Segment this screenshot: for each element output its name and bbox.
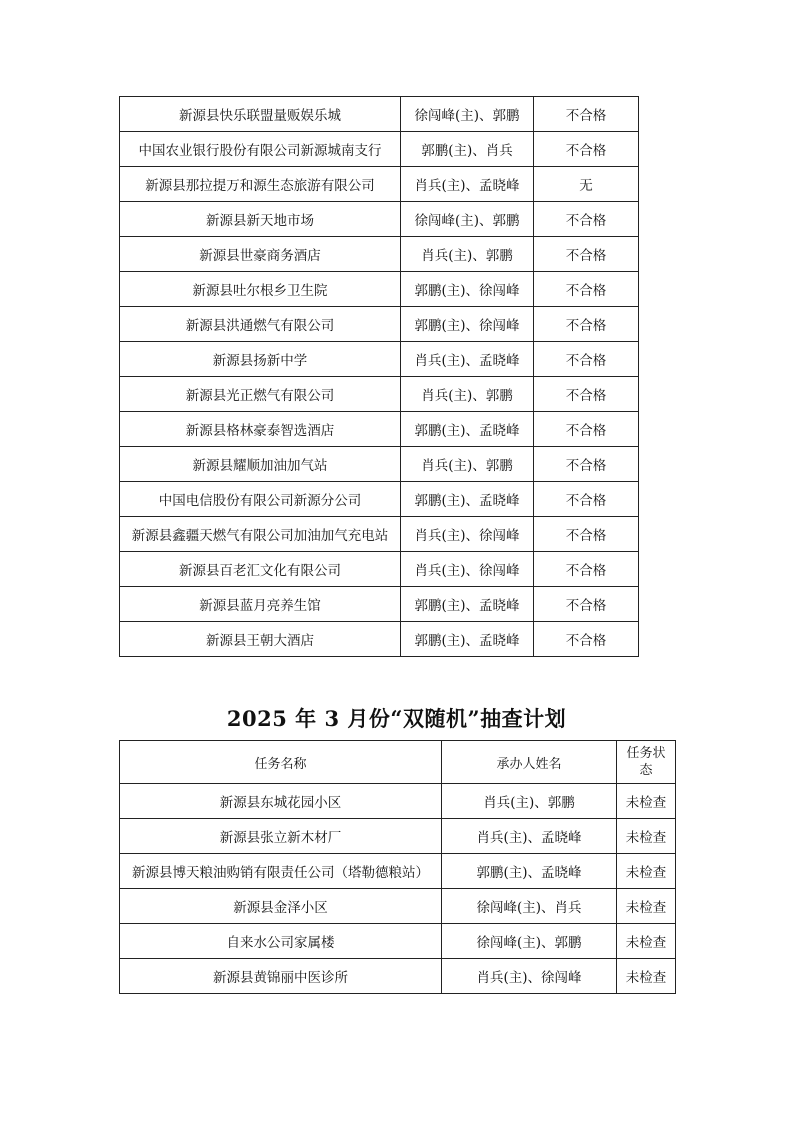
- entity-name-cell: 新源县光正燃气有限公司: [120, 377, 401, 412]
- header-task-status-line1: 任务状: [626, 746, 666, 761]
- staff-cell: 郭鹏(主)、肖兵: [401, 132, 534, 167]
- entity-name-cell: 新源县耀顺加油加气站: [120, 447, 401, 482]
- staff-cell: 郭鹏(主)、孟晓峰: [401, 587, 534, 622]
- entity-name-cell: 新源县吐尔根乡卫生院: [120, 272, 401, 307]
- task-name-cell: 新源县张立新木材厂: [120, 819, 442, 854]
- result-cell: 不合格: [534, 307, 639, 342]
- table-row: [120, 412, 639, 447]
- entity-name-cell: 新源县鑫疆天燃气有限公司加油加气充电站: [120, 517, 401, 552]
- status-cell: 未检查: [617, 784, 676, 819]
- status-cell: 未检查: [617, 854, 676, 889]
- result-cell: 不合格: [534, 517, 639, 552]
- table-row: [120, 237, 639, 272]
- result-cell: 不合格: [534, 447, 639, 482]
- table-row: [120, 307, 639, 342]
- table-row: [120, 447, 639, 482]
- entity-name-cell: 新源县格林豪泰智选酒店: [120, 412, 401, 447]
- result-cell: 不合格: [534, 132, 639, 167]
- entity-name-cell: 新源县扬新中学: [120, 342, 401, 377]
- status-cell: 未检查: [617, 819, 676, 854]
- staff-cell: 徐闯峰(主)、郭鹏: [442, 924, 617, 959]
- plan-title: 2025 年 3 月份“双随机”抽查计划: [226, 706, 567, 731]
- staff-cell: 郭鹏(主)、徐闯峰: [401, 272, 534, 307]
- table-row: [120, 377, 639, 412]
- staff-cell: 郭鹏(主)、孟晓峰: [401, 482, 534, 517]
- status-cell: 未检查: [617, 889, 676, 924]
- header-task-status: [617, 741, 676, 784]
- header-task-name: 任务名称: [120, 741, 442, 784]
- table-row: [120, 959, 676, 994]
- result-cell: 不合格: [534, 342, 639, 377]
- result-cell: 不合格: [534, 482, 639, 517]
- task-name-cell: 新源县金泽小区: [120, 889, 442, 924]
- result-cell: 不合格: [534, 587, 639, 622]
- staff-cell: 肖兵(主)、孟晓峰: [401, 167, 534, 202]
- result-cell: 不合格: [534, 552, 639, 587]
- table-row: [120, 482, 639, 517]
- task-name-cell: 新源县博天粮油购销有限责任公司（塔勒德粮站）: [120, 854, 442, 889]
- staff-cell: 郭鹏(主)、徐闯峰: [401, 307, 534, 342]
- staff-cell: 肖兵(主)、徐闯峰: [401, 552, 534, 587]
- result-cell: 不合格: [534, 412, 639, 447]
- task-name-cell: 新源县黄锦丽中医诊所: [120, 959, 442, 994]
- table-row: [120, 622, 639, 657]
- entity-name-cell: 新源县那拉提万和源生态旅游有限公司: [120, 167, 401, 202]
- task-name-cell: 新源县东城花园小区: [120, 784, 442, 819]
- table-row: [120, 202, 639, 237]
- table-row: [120, 132, 639, 167]
- staff-cell: 肖兵(主)、郭鹏: [442, 784, 617, 819]
- entity-name-cell: 中国农业银行股份有限公司新源城南支行: [120, 132, 401, 167]
- table-row: [120, 97, 639, 132]
- staff-cell: 肖兵(主)、徐闯峰: [401, 517, 534, 552]
- result-cell: 不合格: [534, 202, 639, 237]
- staff-cell: 徐闯峰(主)、郭鹏: [401, 202, 534, 237]
- header-task-status-line2: 态: [639, 763, 653, 778]
- table-header-row: [120, 741, 676, 784]
- table-row: [120, 167, 639, 202]
- entity-name-cell: 新源县快乐联盟量贩娱乐城: [120, 97, 401, 132]
- staff-cell: 徐闯峰(主)、肖兵: [442, 889, 617, 924]
- entity-name-cell: 新源县蓝月亮养生馆: [120, 587, 401, 622]
- table-row: [120, 342, 639, 377]
- entity-name-cell: 中国电信股份有限公司新源分公司: [120, 482, 401, 517]
- staff-cell: 徐闯峰(主)、郭鹏: [401, 97, 534, 132]
- status-cell: 未检查: [617, 959, 676, 994]
- status-cell: 未检查: [617, 924, 676, 959]
- inspection-results-table: [119, 96, 639, 657]
- staff-cell: 郭鹏(主)、孟晓峰: [401, 412, 534, 447]
- staff-cell: 肖兵(主)、徐闯峰: [442, 959, 617, 994]
- result-cell: 无: [534, 167, 639, 202]
- task-name-cell: 自来水公司家属楼: [120, 924, 442, 959]
- table-row: [120, 819, 676, 854]
- table-row: [120, 784, 676, 819]
- table-row: [120, 854, 676, 889]
- staff-cell: 郭鹏(主)、孟晓峰: [401, 622, 534, 657]
- table-row: [120, 587, 639, 622]
- result-cell: 不合格: [534, 237, 639, 272]
- result-cell: 不合格: [534, 377, 639, 412]
- entity-name-cell: 新源县王朝大酒店: [120, 622, 401, 657]
- result-cell: 不合格: [534, 622, 639, 657]
- table-row: [120, 517, 639, 552]
- staff-cell: 肖兵(主)、郭鹏: [401, 447, 534, 482]
- result-cell: 不合格: [534, 97, 639, 132]
- staff-cell: 肖兵(主)、郭鹏: [401, 237, 534, 272]
- entity-name-cell: 新源县洪通燃气有限公司: [120, 307, 401, 342]
- entity-name-cell: 新源县世豪商务酒店: [120, 237, 401, 272]
- entity-name-cell: 新源县新天地市场: [120, 202, 401, 237]
- table-row: [120, 552, 639, 587]
- staff-cell: 肖兵(主)、孟晓峰: [442, 819, 617, 854]
- entity-name-cell: 新源县百老汇文化有限公司: [120, 552, 401, 587]
- staff-cell: 郭鹏(主)、孟晓峰: [442, 854, 617, 889]
- staff-cell: 肖兵(主)、孟晓峰: [401, 342, 534, 377]
- table-row: [120, 889, 676, 924]
- inspection-plan-table: [119, 740, 676, 994]
- table-row: [120, 272, 639, 307]
- staff-cell: 肖兵(主)、郭鹏: [401, 377, 534, 412]
- table-row: [120, 924, 676, 959]
- result-cell: 不合格: [534, 272, 639, 307]
- header-staff: 承办人姓名: [442, 741, 617, 784]
